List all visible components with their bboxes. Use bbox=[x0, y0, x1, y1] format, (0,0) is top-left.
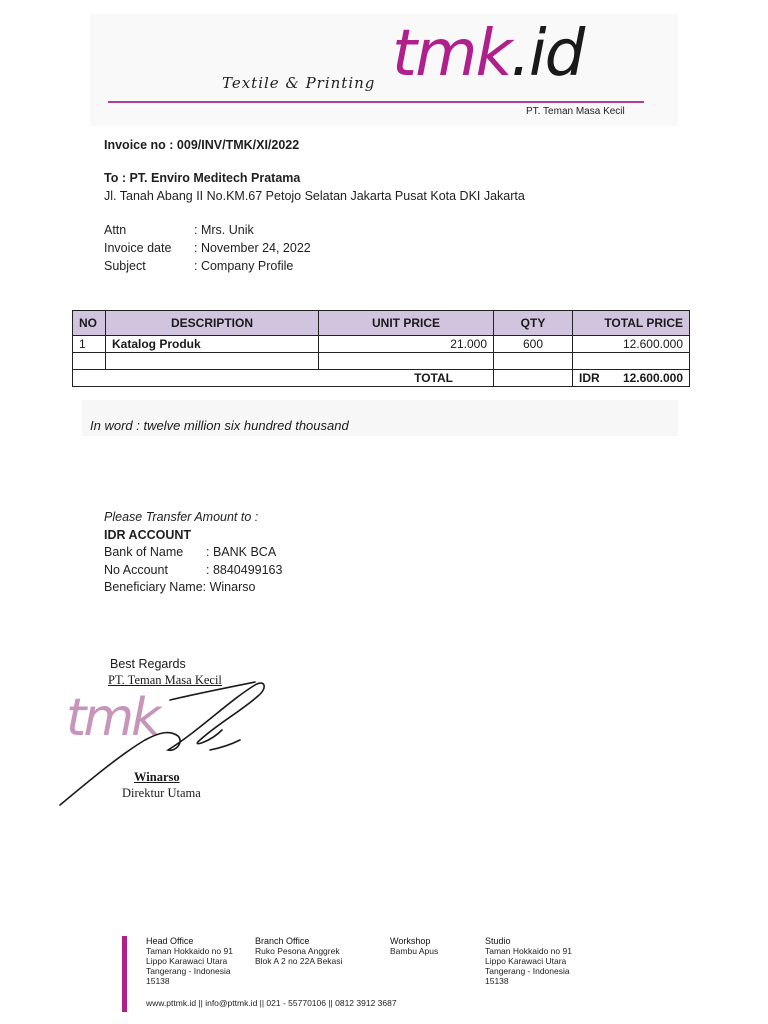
column-header-no: NO bbox=[73, 311, 106, 336]
letterhead-divider bbox=[108, 101, 644, 103]
footer-head-office bbox=[146, 936, 233, 986]
cell-qty: 600 bbox=[494, 336, 573, 353]
meta-row-attn bbox=[104, 223, 311, 241]
office-title: Workshop bbox=[390, 936, 431, 946]
transfer-row-account bbox=[104, 563, 282, 581]
footer-accent-bar bbox=[122, 936, 127, 1012]
brand-logo-main: tmk bbox=[392, 17, 511, 91]
company-stamp: tmk bbox=[66, 688, 159, 748]
total-amount bbox=[573, 370, 690, 387]
footer-branch-office bbox=[255, 936, 342, 966]
footer-contact: www.pttmk.id || info@pttmk.id || 021 - 55770106 || 0812 3912 3687 bbox=[146, 998, 397, 1008]
total-label: TOTAL bbox=[73, 370, 494, 387]
transfer-value: : 8840499163 bbox=[206, 562, 283, 577]
cell-empty bbox=[319, 353, 494, 370]
transfer-intro: Please Transfer Amount to : bbox=[104, 510, 259, 524]
transfer-label: Bank of Name bbox=[104, 545, 184, 559]
signer-title: Direktur Utama bbox=[122, 786, 201, 800]
table-total-row bbox=[73, 370, 690, 387]
total-value: 12.600.000 bbox=[622, 371, 683, 385]
closing-regards: Best Regards bbox=[110, 657, 186, 671]
cell-empty bbox=[73, 353, 106, 370]
office-line: Ruko Pesona Anggrek bbox=[255, 946, 340, 956]
letterhead-tagline: Textile & Printing bbox=[222, 74, 376, 92]
table-row bbox=[73, 336, 690, 353]
meta-row-invoice-date bbox=[104, 241, 311, 259]
transfer-label: Beneficiary Name bbox=[104, 580, 203, 594]
footer-workshop bbox=[390, 936, 438, 956]
office-line: Lippo Karawaci Utara bbox=[485, 956, 567, 966]
column-header-description: DESCRIPTION bbox=[106, 311, 319, 336]
invoice-table bbox=[72, 310, 690, 387]
meta-value: : Mrs. Unik bbox=[194, 223, 254, 237]
cell-empty bbox=[494, 370, 573, 387]
office-line: 15138 bbox=[146, 976, 170, 986]
column-header-total-price: TOTAL PRICE bbox=[573, 311, 690, 336]
cell-no: 1 bbox=[73, 336, 106, 353]
office-line: Bambu Apus bbox=[390, 946, 439, 956]
cell-empty bbox=[106, 353, 319, 370]
transfer-value: : Winarso bbox=[202, 580, 256, 594]
office-line: Tangerang - Indonesia bbox=[146, 966, 231, 976]
recipient-name: To : PT. Enviro Meditech Pratama bbox=[104, 171, 301, 185]
office-line: Blok A 2 no 22A Bekasi bbox=[255, 956, 343, 966]
cell-description: Katalog Produk bbox=[106, 336, 319, 353]
office-title: Branch Office bbox=[255, 936, 310, 946]
meta-value: : November 24, 2022 bbox=[194, 241, 311, 255]
invoice-meta bbox=[104, 223, 311, 277]
office-line: Lippo Karawaci Utara bbox=[146, 956, 228, 966]
meta-label: Invoice date bbox=[104, 241, 172, 255]
signer-name: Winarso bbox=[134, 770, 180, 784]
letterhead-company-name: PT. Teman Masa Kecil bbox=[526, 106, 625, 117]
transfer-label: No Account bbox=[104, 562, 168, 577]
meta-row-subject bbox=[104, 259, 311, 277]
cell-empty bbox=[573, 353, 690, 370]
brand-logo-suffix: .id bbox=[510, 17, 584, 91]
amount-in-words: In word : twelve million six hundred thousand bbox=[90, 418, 349, 433]
cell-unit-price: 21.000 bbox=[319, 336, 494, 353]
office-line: Tangerang - Indonesia bbox=[485, 966, 570, 976]
table-row-empty bbox=[73, 353, 690, 370]
cell-total-price: 12.600.000 bbox=[573, 336, 690, 353]
office-title: Studio bbox=[485, 936, 511, 946]
recipient-address: Jl. Tanah Abang II No.KM.67 Petojo Selatan Jakarta Pusat Kota DKI Jakarta bbox=[104, 189, 525, 203]
meta-label: Subject bbox=[104, 259, 146, 273]
office-line: Taman Hokkaido no 91 bbox=[146, 946, 233, 956]
office-line: 15138 bbox=[485, 976, 509, 986]
cell-empty bbox=[494, 353, 573, 370]
brand-logo bbox=[392, 17, 584, 91]
footer-studio bbox=[485, 936, 572, 986]
account-type: IDR ACCOUNT bbox=[104, 527, 192, 542]
total-currency: IDR bbox=[579, 371, 600, 385]
signature-company: PT. Teman Masa Kecil bbox=[108, 673, 222, 687]
transfer-row-bank bbox=[104, 545, 282, 563]
office-line: Taman Hokkaido no 91 bbox=[485, 946, 572, 956]
meta-label: Attn bbox=[104, 223, 127, 237]
transfer-value: : BANK BCA bbox=[206, 545, 277, 559]
meta-value: : Company Profile bbox=[194, 259, 294, 273]
table-header-row bbox=[73, 311, 690, 336]
column-header-qty: QTY bbox=[494, 311, 573, 336]
invoice-number: Invoice no : 009/INV/TMK/XI/2022 bbox=[104, 138, 300, 152]
column-header-unit-price: UNIT PRICE bbox=[319, 311, 494, 336]
office-title: Head Office bbox=[146, 936, 194, 946]
transfer-details bbox=[104, 510, 282, 598]
transfer-row-beneficiary bbox=[104, 580, 282, 598]
